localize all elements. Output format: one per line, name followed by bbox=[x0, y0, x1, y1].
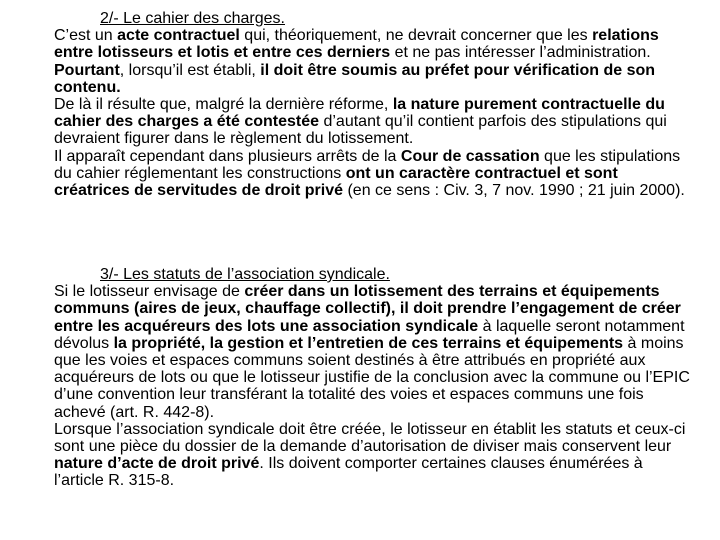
bold-text-run: la nature purement contractuelle du cahier des charges a été contestée bbox=[54, 96, 665, 131]
text-run: que les stipulations du cahier réglementant les constructions bbox=[54, 147, 681, 182]
text-run: , lorsqu’il est établi, bbox=[119, 61, 261, 79]
bold-text-run: créer dans un lotissement des terrains et équipements communs (aires de jeux, chauffage collectif), il doit prendre l’engagement de créer entre les acquéreurs des lots une association syndicale bbox=[54, 283, 681, 335]
paragraph bbox=[54, 421, 694, 490]
paragraph bbox=[54, 283, 694, 421]
text-run: De là il résulte que, malgré la dernière réforme, bbox=[54, 96, 393, 114]
section-heading-association bbox=[54, 266, 694, 283]
paragraph bbox=[54, 148, 694, 200]
section-cahier-des-charges bbox=[54, 10, 694, 199]
bold-text-run: Pourtant bbox=[54, 61, 120, 79]
bold-text-run: il doit être soumis au préfet pour vérification de son contenu. bbox=[54, 61, 656, 96]
text-run: qui, théoriquement, ne devrait concerner que les bbox=[239, 27, 593, 45]
text-run: Si le lotisseur envisage de bbox=[54, 283, 245, 301]
section-association-syndicale bbox=[54, 266, 694, 490]
text-run: et ne pas intéresser l’administration. bbox=[390, 44, 651, 62]
bold-text-run: nature d’acte de droit privé bbox=[54, 455, 260, 473]
paragraph bbox=[54, 96, 694, 148]
bold-text-run: la propriété, la gestion et l’entretien de ces terrains et équipements bbox=[113, 334, 624, 352]
section-heading-cahier bbox=[54, 10, 694, 27]
bold-text-run: Cour de cassation bbox=[400, 147, 540, 165]
text-run: à moins que les voies et espaces communs soient destinés à être attribués en propriété aux acquéreurs de lots ou que le lotisseur justifie de la conclusion avec la commune ou l’EPIC d’une convention leur transférant la totalité des voies et espaces communs une fois achevé (art. R. 442-8). bbox=[54, 334, 690, 421]
bold-text-run: ont un caractère contractuel et sont créatrices de servitudes de droit privé bbox=[54, 164, 618, 200]
bold-text-run: relations entre lotisseurs et lotis et entre ces derniers bbox=[54, 27, 659, 62]
text-run: Lorsque l’association syndicale doit être créée, le lotisseur en établit les statuts et ceux-ci sont une pièce du dossier de la demande d’autorisation de diviser mais conservent leur bbox=[54, 420, 686, 456]
text-run: à laquelle seront notamment dévolus bbox=[54, 317, 685, 352]
text-run: . Ils doivent comporter certaines clauses énumérées à l’article R. 315-8. bbox=[54, 455, 643, 490]
text-run: d’autant qu’il contient parfois des stipulations qui devraient figurer dans le règlement du lotissement. bbox=[54, 113, 667, 148]
text-run: C’est un bbox=[54, 27, 118, 45]
text-run: Il apparaît cependant dans plusieurs arrêts de la bbox=[54, 147, 401, 165]
paragraph bbox=[54, 27, 694, 96]
heading-text: 3/- Les statuts de l’association syndicale. bbox=[100, 266, 390, 283]
text-run: (en ce sens : Civ. 3, 7 nov. 1990 ; 21 juin 2000). bbox=[343, 182, 685, 200]
bold-text-run: acte contractuel bbox=[117, 27, 240, 45]
heading-text: 2/- Le cahier des charges. bbox=[100, 10, 285, 27]
